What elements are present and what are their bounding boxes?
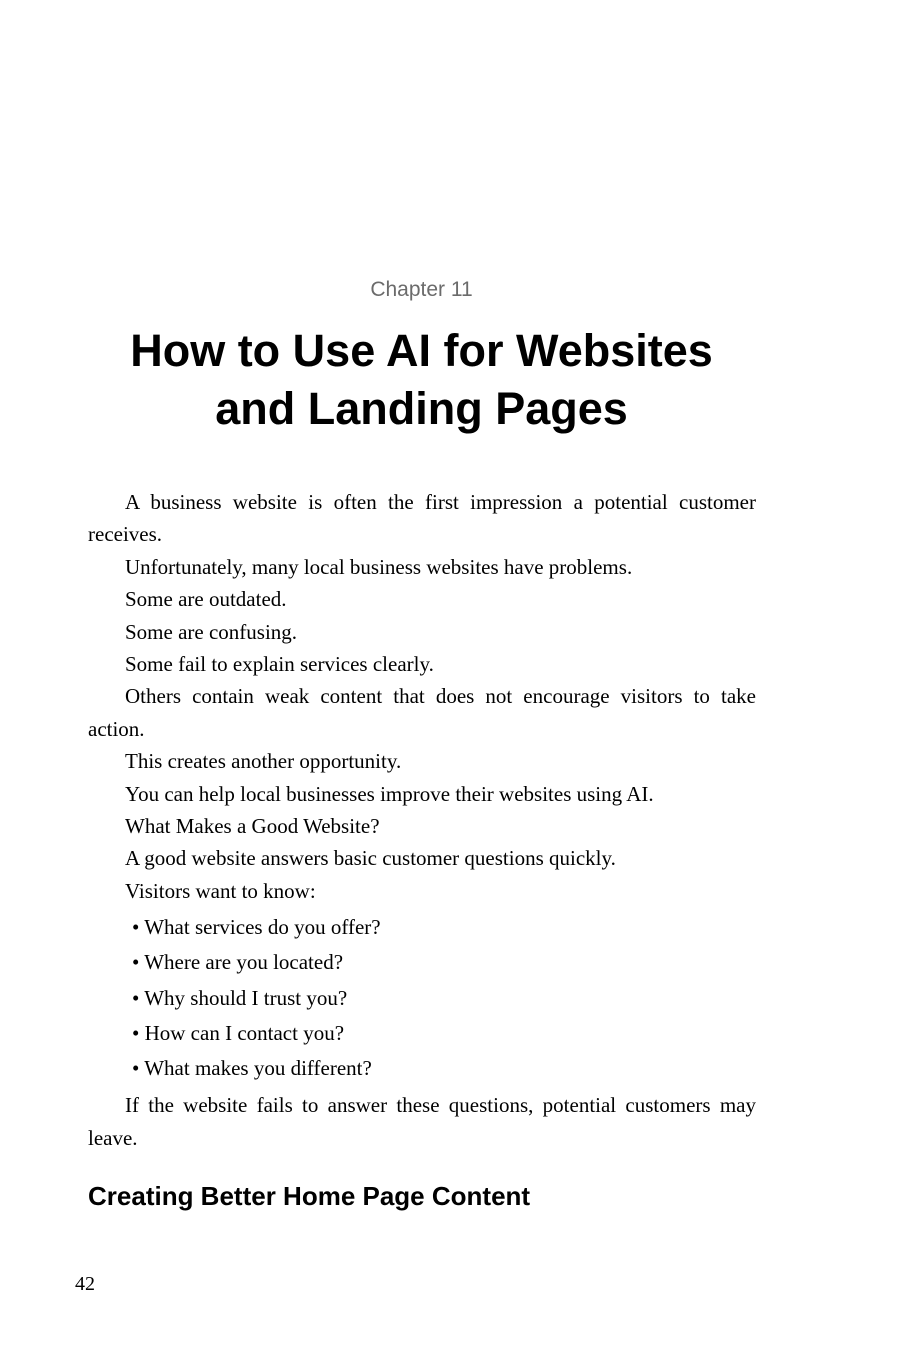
paragraph: What Makes a Good Website? — [125, 814, 380, 839]
list-item: • Where are you located? — [132, 950, 344, 975]
paragraph: A business website is often the first impression a potential customer receives. — [88, 490, 756, 547]
question-list — [88, 910, 756, 1086]
chapter-body — [88, 486, 756, 1154]
chapter-label: Chapter 11 — [370, 278, 473, 301]
chapter-title-line-1: How to Use AI for Websites — [130, 325, 713, 376]
section-heading: Creating Better Home Page Content — [88, 1181, 531, 1211]
list-item: • Why should I trust you? — [132, 985, 348, 1010]
chapter-title-line-2: and Landing Pages — [215, 383, 628, 434]
paragraph: Some are outdated. — [125, 587, 287, 612]
paragraph: You can help local businesses improve their websites using AI. — [125, 781, 654, 806]
paragraph: Unfortunately, many local business websites have problems. — [125, 554, 633, 579]
paragraph: Some fail to explain services clearly. — [125, 652, 434, 677]
paragraph: Visitors want to know: — [125, 878, 316, 903]
list-item: • What services do you offer? — [132, 915, 381, 940]
paragraph: Others contain weak content that does not encourage visitors to take action. — [88, 684, 756, 741]
paragraph: This creates another opportunity. — [125, 749, 402, 774]
list-item: • What makes you different? — [132, 1056, 372, 1081]
paragraph: A good website answers basic customer questions quickly. — [125, 846, 616, 871]
paragraph: If the website fails to answer these questions, potential customers may leave. — [88, 1093, 756, 1150]
chapter-title — [88, 322, 755, 438]
page-number: 42 — [75, 1273, 95, 1295]
paragraph: Some are confusing. — [125, 619, 298, 644]
list-item: • How can I contact you? — [132, 1020, 345, 1045]
